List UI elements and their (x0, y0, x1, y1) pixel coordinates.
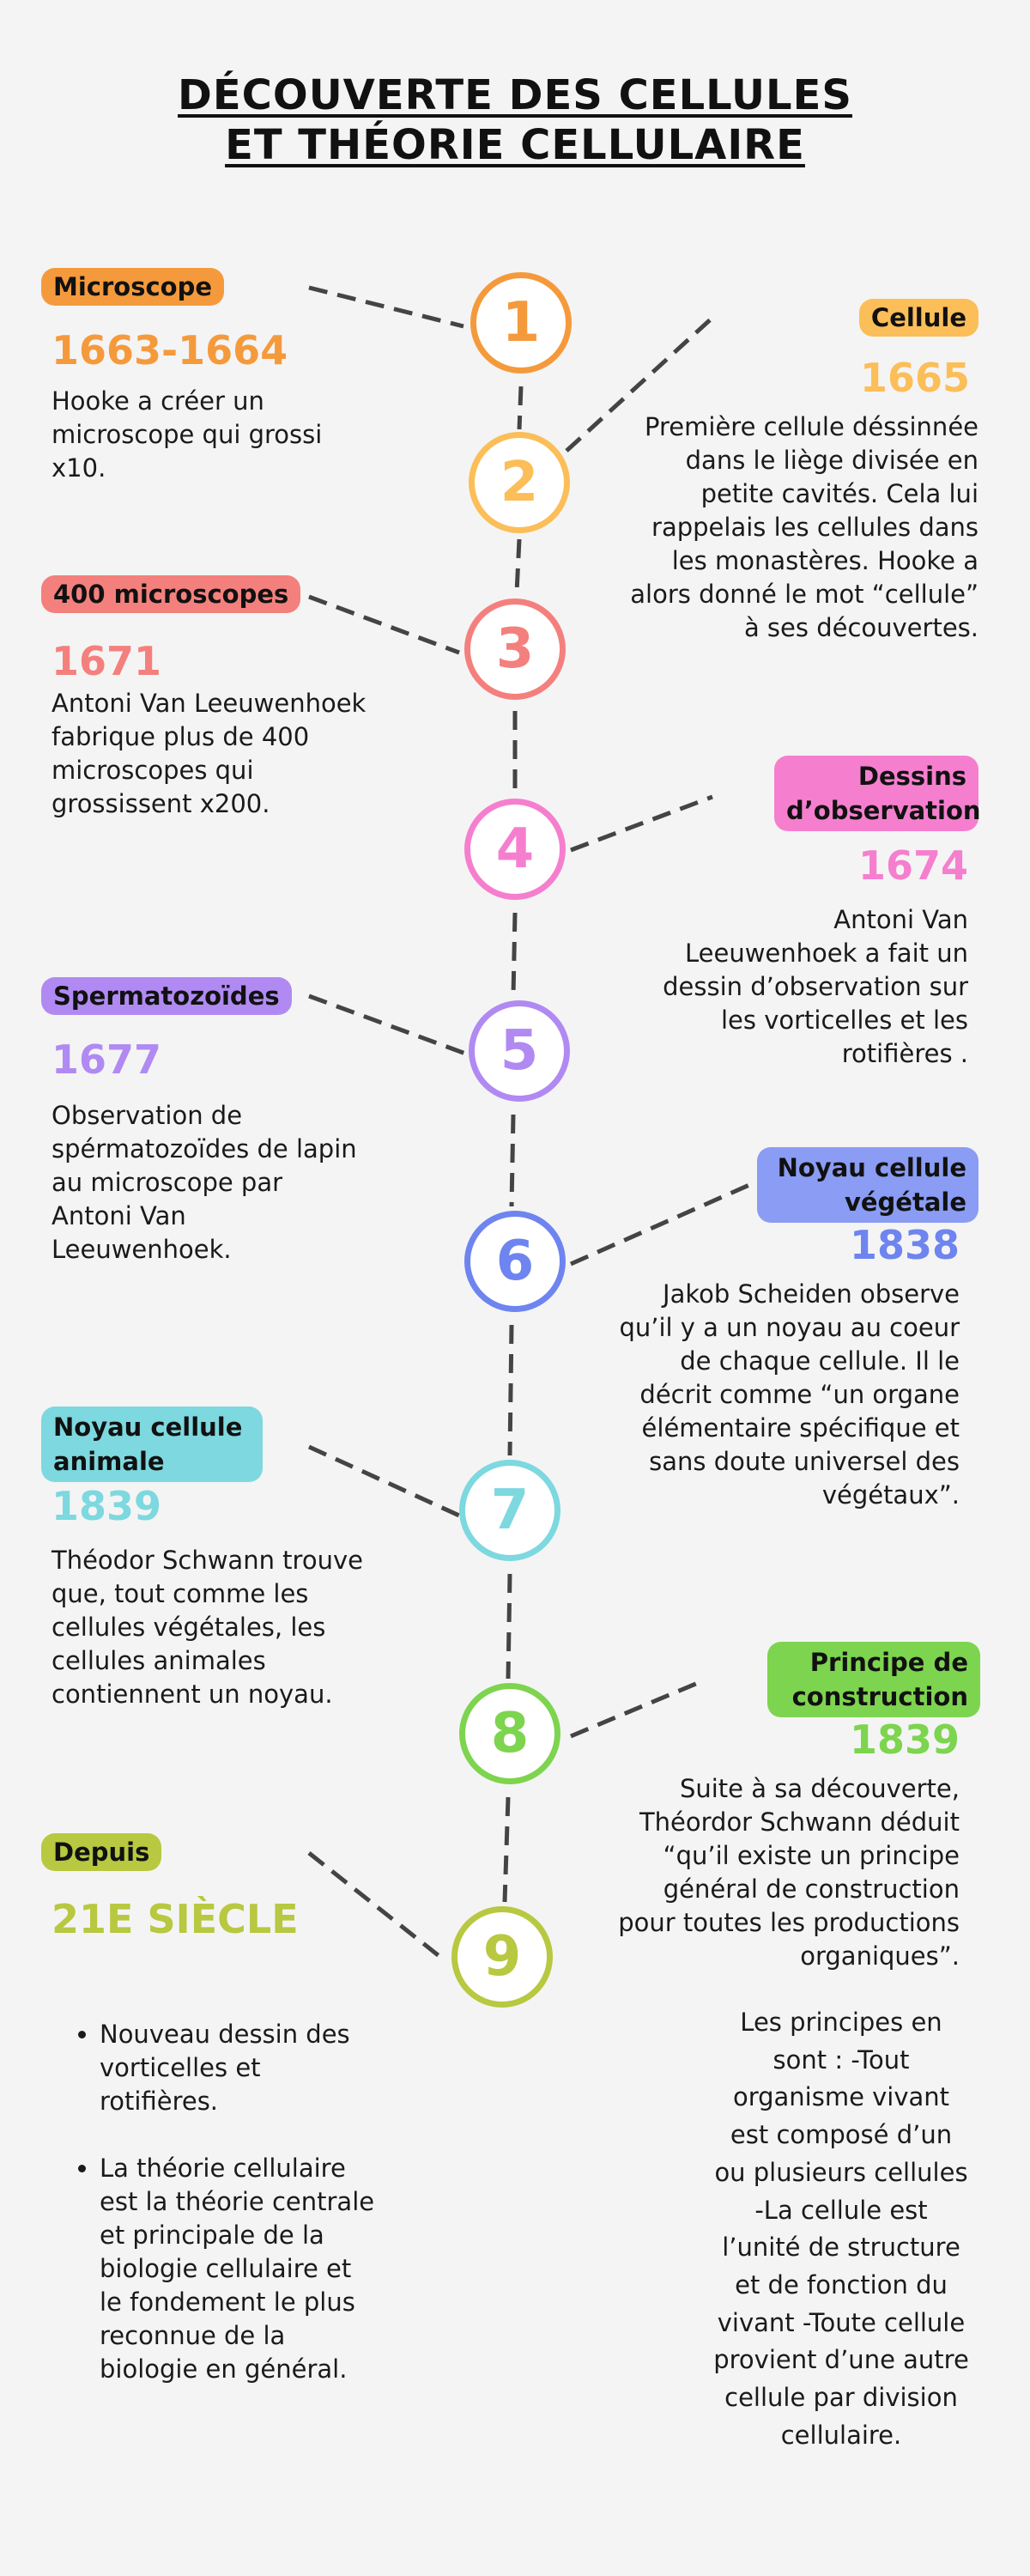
branch-6 (571, 1185, 749, 1264)
spine-segment (517, 539, 519, 592)
year-1839-b: 1839 (849, 1716, 960, 1763)
spine-segment (512, 1115, 513, 1206)
year-1839-a: 1839 (52, 1483, 162, 1529)
year-1665: 1665 (859, 355, 970, 401)
branch-1 (309, 288, 464, 326)
step-circle-9: 9 (451, 1906, 553, 2008)
title-line-2: ET THÉORIE CELLULAIRE (225, 121, 805, 169)
year-1677: 1677 (52, 1036, 162, 1083)
event-1-text: Hooke a créer un microscope qui grossi x10. (52, 386, 323, 483)
tag-depuis: Depuis (41, 1833, 161, 1871)
step-circle-8: 8 (459, 1683, 560, 1784)
tag-dessins-observation: Dessins d’observation (774, 756, 978, 831)
event-3-text: Antoni Van Leeuwenhoek fabrique plus de 400 microscopes qui grossissent x200. (52, 689, 367, 818)
step-circle-4: 4 (464, 799, 566, 900)
step-circle-6: 6 (464, 1211, 566, 1312)
year-1838: 1838 (849, 1222, 960, 1268)
branch-8 (571, 1680, 704, 1736)
spine-segment (513, 913, 515, 996)
branch-9 (309, 1853, 445, 1960)
event-6-text: Jakob Scheiden observe qu’il y a un noyau au coeur de chaque cellule. Il le décrit comme “un organe élémentaire spécifique et sans doute universel des végétaux”. (619, 1279, 960, 1510)
tag-principe-construction: Principe de construction (767, 1642, 980, 1717)
branch-5 (309, 996, 468, 1054)
spine-segment (508, 1574, 510, 1679)
spine-segment (505, 1797, 508, 1902)
tag-spermatozoides: Spermatozoïdes (41, 977, 292, 1015)
step-circle-5: 5 (469, 1000, 570, 1102)
year-21e-siecle: 21E SIÈCLE (52, 1896, 299, 1942)
event-8-principles: Les principes en sont : -Tout organisme vivant est composé d’un ou plusieurs cellules -La cellule est l’unité de structure et de fonction du vivant -Toute cellule provient d’une autre cellule par division cellulaire. (713, 2008, 969, 2450)
branch-4 (571, 797, 712, 850)
tag-microscope: Microscope (41, 268, 224, 306)
tag-noyau-animale: Noyau cellule animale (41, 1406, 263, 1482)
tag-cellule: Cellule (859, 299, 978, 337)
step-circle-7: 7 (459, 1460, 560, 1561)
step-circle-2: 2 (469, 432, 570, 533)
event-9-bullets (52, 2018, 378, 2420)
tag-noyau-vegetale: Noyau cellule végétale (757, 1147, 978, 1223)
bullet-item: • Nouveau dessin des vorticelles et rotifières. (100, 2018, 378, 2118)
year-1671: 1671 (52, 638, 162, 684)
year-1674: 1674 (857, 842, 968, 889)
event-5-text: Observation de spérmatozoïdes de lapin au microscope par Antoni Van Leeuwenhoek. (52, 1101, 357, 1264)
bullet-item: • La théorie cellulaire est la théorie centrale et principale de la biologie cellulaire et le fondement le plus reconnue de la biologie en général. (100, 2152, 378, 2386)
step-circle-3: 3 (464, 598, 566, 700)
event-2-text: Première cellule déssinnée dans le liège divisée en petite cavités. Cela lui rappelais les cellules dans les monastères. Hooke a alors donné le mot “cellule” à ses découvertes. (630, 412, 978, 642)
event-7-text: Théodor Schwann trouve que, tout comme les cellules végétales, les cellules animales contiennent un noyau. (52, 1546, 363, 1709)
year-1663-1664: 1663-1664 (52, 327, 288, 374)
step-circle-1: 1 (470, 272, 572, 374)
tag-400-microscopes: 400 microscopes (41, 575, 300, 613)
spine-segment (510, 1325, 512, 1455)
spine-segment (519, 386, 521, 429)
branch-7 (309, 1447, 459, 1516)
title-line-1: DÉCOUVERTE DES CELLULES (178, 71, 852, 119)
event-4-text: Antoni Van Leeuwenhoek a fait un dessin d’observation sur les vorticelles et les rotifières . (663, 905, 968, 1068)
branch-3 (309, 597, 459, 653)
event-8-text: Suite à sa découverte, Théordor Schwann déduit “qu’il existe un principe général de construction pour toutes les productions organiques”. (618, 1774, 960, 1971)
